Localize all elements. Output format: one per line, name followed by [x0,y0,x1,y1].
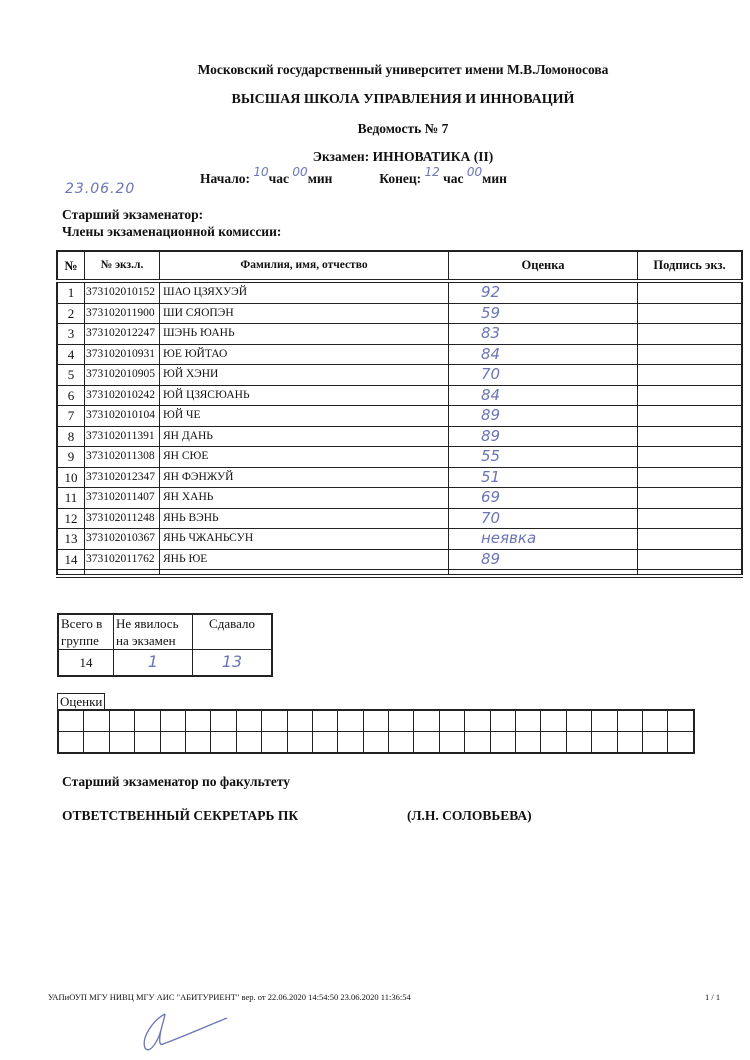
total-value: 14 [58,650,114,677]
grades-grid-cell [516,710,541,732]
exam-title: Экзамен: ИННОВАТИКА (II) [312,149,494,164]
row-signature [638,406,743,427]
end-min-unit: мин [482,171,507,186]
absent-label: Не явилось на экзамен [114,614,193,650]
row-number: 8 [57,426,85,447]
row-signature [638,467,743,488]
row-grade: неявка [449,529,638,550]
row-sheet-id: 373102011762 [85,549,160,570]
grades-grid-cell [490,732,515,754]
row-sheet-id: 373102012347 [85,467,160,488]
end-hour-unit: час [443,171,464,186]
grades-grid-cell [592,710,617,732]
row-grade: 92 [449,281,638,303]
page-number: 1 / 1 [705,992,721,1002]
table-row [57,549,742,570]
row-number: 9 [57,447,85,468]
row-grade: 70 [449,508,638,529]
row-number: 13 [57,529,85,550]
row-grade: 59 [449,303,638,324]
passed-handwritten: 13 [221,652,243,671]
row-number: 7 [57,406,85,427]
grades-grid-cell [287,732,312,754]
statement-number: Ведомость № 7 [357,121,449,136]
row-number: 6 [57,385,85,406]
grades-grid-cell [262,732,287,754]
row-grade: 84 [449,385,638,406]
row-grade: 89 [449,426,638,447]
total-label: Всего в группе [58,614,114,650]
col-header-name: Фамилия, имя, отчество [160,251,449,281]
end-hour: 12 [424,165,440,179]
end-label: Конец: [379,171,422,186]
grades-grid-cell [84,710,109,732]
row-grade: 70 [449,365,638,386]
grades-grid-cell [236,710,261,732]
row-number: 10 [57,467,85,488]
grades-grid-cell [211,732,236,754]
start-hour: 10 [253,165,269,179]
grades-grid-cell [617,710,642,732]
row-student-name: ЯНЬ ВЭНЬ [160,508,449,529]
grades-grid-cell [312,710,337,732]
row-signature [638,344,743,365]
row-student-name: ЯН СЮЕ [160,447,449,468]
row-student-name: ШЭНЬ ЮАНЬ [160,324,449,345]
passed-value [193,650,273,677]
grades-grid-cell [109,710,134,732]
row-number: 2 [57,303,85,324]
row-student-name: ЯНЬ ЧЖАНЬСУН [160,529,449,550]
table-header-row [57,251,742,281]
table-row [57,365,742,386]
table-row [57,385,742,406]
grades-grid-cell [541,732,566,754]
start-min: 00 [292,165,308,179]
row-grade: 51 [449,467,638,488]
row-sheet-id: 373102011407 [85,488,160,509]
row-grade: 69 [449,488,638,509]
senior-faculty-label: Старший экзаменатор по факультету [62,774,291,789]
table-row [57,508,742,529]
grades-grid-cell [465,710,490,732]
col-header-grade: Оценка [449,251,638,281]
row-signature [638,324,743,345]
grades-grid-cell [389,732,414,754]
secretary-label: ОТВЕТСТВЕННЫЙ СЕКРЕТАРЬ ПК [62,808,299,823]
grades-grid-cell [668,710,694,732]
grades-grid-cell [236,732,261,754]
table-row [57,303,742,324]
secretary-name: (Л.Н. СОЛОВЬЕВА) [407,808,532,823]
grades-grid-cell [617,732,642,754]
row-number: 1 [57,281,85,303]
start-hour-unit: час [268,171,290,186]
row-number: 3 [57,324,85,345]
grades-grid-cell [363,710,388,732]
row-student-name: ЯН ДАНЬ [160,426,449,447]
row-grade: 83 [449,324,638,345]
col-header-signature: Подпись экз. [638,251,743,281]
col-header-num: № [57,251,85,281]
row-student-name: ЮЙ ЦЗЯСЮАНЬ [160,385,449,406]
grades-grid-cell [516,732,541,754]
row-sheet-id: 373102010931 [85,344,160,365]
row-sheet-id: 373102011900 [85,303,160,324]
table-row [57,529,742,550]
school-title: ВЫСШАЯ ШКОЛА УПРАВЛЕНИЯ И ИННОВАЦИЙ [231,92,575,107]
grades-grid-row [58,732,694,754]
row-sheet-id: 373102010905 [85,365,160,386]
row-number: 14 [57,549,85,570]
grades-grid-cell [414,732,439,754]
row-grade: 84 [449,344,638,365]
table-bottom-strip [57,570,742,577]
grades-grid-cell [541,710,566,732]
university-title: Московский государственный университет имени М.В.Ломоносова [197,62,609,77]
handwritten-date: 23.06.20 [65,181,136,197]
table-row [57,324,742,345]
grades-grid-cell [84,732,109,754]
row-grade: 89 [449,549,638,570]
end-min: 00 [466,165,483,179]
grades-grid-cell [439,710,464,732]
grades-grid-cell [642,732,667,754]
senior-examiner-label: Старший экзаменатор: [62,207,204,222]
row-signature [638,303,743,324]
grades-grid-cell [490,710,515,732]
summary-table [57,613,273,677]
table-row [57,447,742,468]
row-student-name: ЮЙ ХЭНИ [160,365,449,386]
grades-grid-cell [414,710,439,732]
col-header-sheet: № экз.л. [85,251,160,281]
table-row [57,488,742,509]
row-signature [638,426,743,447]
row-grade: 89 [449,406,638,427]
row-number: 11 [57,488,85,509]
grades-grid [57,709,695,754]
grades-grid-cell [160,710,185,732]
grades-grid-cell [465,732,490,754]
row-sheet-id: 373102010242 [85,385,160,406]
grades-grid-cell [185,732,210,754]
row-signature [638,529,743,550]
row-sheet-id: 373102012247 [85,324,160,345]
grades-grid-cell [592,732,617,754]
row-signature [638,508,743,529]
grades-grid-cell [363,732,388,754]
grades-table [56,250,743,578]
grades-grid-row [58,710,694,732]
grades-grid-cell [58,732,84,754]
row-number: 5 [57,365,85,386]
row-signature [638,281,743,303]
signature-icon [135,1010,235,1055]
grades-grid-cell [439,732,464,754]
row-signature [638,488,743,509]
row-student-name: ЯНЬ ЮЕ [160,549,449,570]
grades-grid-cell [338,732,363,754]
system-footer: УАПиОУП МГУ НИВЦ МГУ АИС "АБИТУРИЕНТ" вер. от 22.06.2020 14:54:50 23.06.2020 11:36:54 [48,992,411,1002]
grades-grid-cell [566,710,591,732]
commission-label: Члены экзаменационной комиссии: [62,224,282,239]
exam-time-row [200,165,507,187]
absent-handwritten: 1 [147,652,159,671]
table-row [57,426,742,447]
row-number: 12 [57,508,85,529]
row-signature [638,549,743,570]
summary-header-row [58,614,272,650]
grades-grid-cell [160,732,185,754]
grades-grid-label: Оценки [57,693,105,710]
row-sheet-id: 373102010367 [85,529,160,550]
row-sheet-id: 373102010104 [85,406,160,427]
grades-grid-cell [135,710,160,732]
absent-value [114,650,193,677]
grades-grid-cell [185,710,210,732]
row-signature [638,365,743,386]
row-student-name: ЮЙ ЧЕ [160,406,449,427]
table-row [57,467,742,488]
grades-grid-cell [211,710,236,732]
passed-label: Сдавало [193,614,273,650]
grades-grid-cell [262,710,287,732]
row-sheet-id: 373102011308 [85,447,160,468]
start-min-unit: мин [307,171,333,186]
grades-grid-cell [642,710,667,732]
table-row [57,281,742,303]
row-student-name: ШИ СЯОПЭН [160,303,449,324]
row-sheet-id: 373102010152 [85,281,160,303]
grades-grid-cell [135,732,160,754]
row-grade: 55 [449,447,638,468]
grades-grid-cell [109,732,134,754]
row-number: 4 [57,344,85,365]
grades-grid-cell [312,732,337,754]
grades-grid-cell [668,732,694,754]
start-label: Начало: [200,171,251,186]
table-row [57,406,742,427]
row-signature [638,385,743,406]
summary-values-row [58,650,272,677]
row-signature [638,447,743,468]
row-student-name: ЮЕ ЮЙТАО [160,344,449,365]
row-student-name: ЯН ФЭНЖУЙ [160,467,449,488]
grades-grid-cell [287,710,312,732]
grades-grid-cell [338,710,363,732]
row-student-name: ШАО ЦЗЯХУЭЙ [160,281,449,303]
table-row [57,344,742,365]
row-student-name: ЯН ХАНЬ [160,488,449,509]
grades-grid-cell [389,710,414,732]
row-sheet-id: 373102011248 [85,508,160,529]
grades-grid-cell [566,732,591,754]
row-sheet-id: 373102011391 [85,426,160,447]
grades-grid-cell [58,710,84,732]
